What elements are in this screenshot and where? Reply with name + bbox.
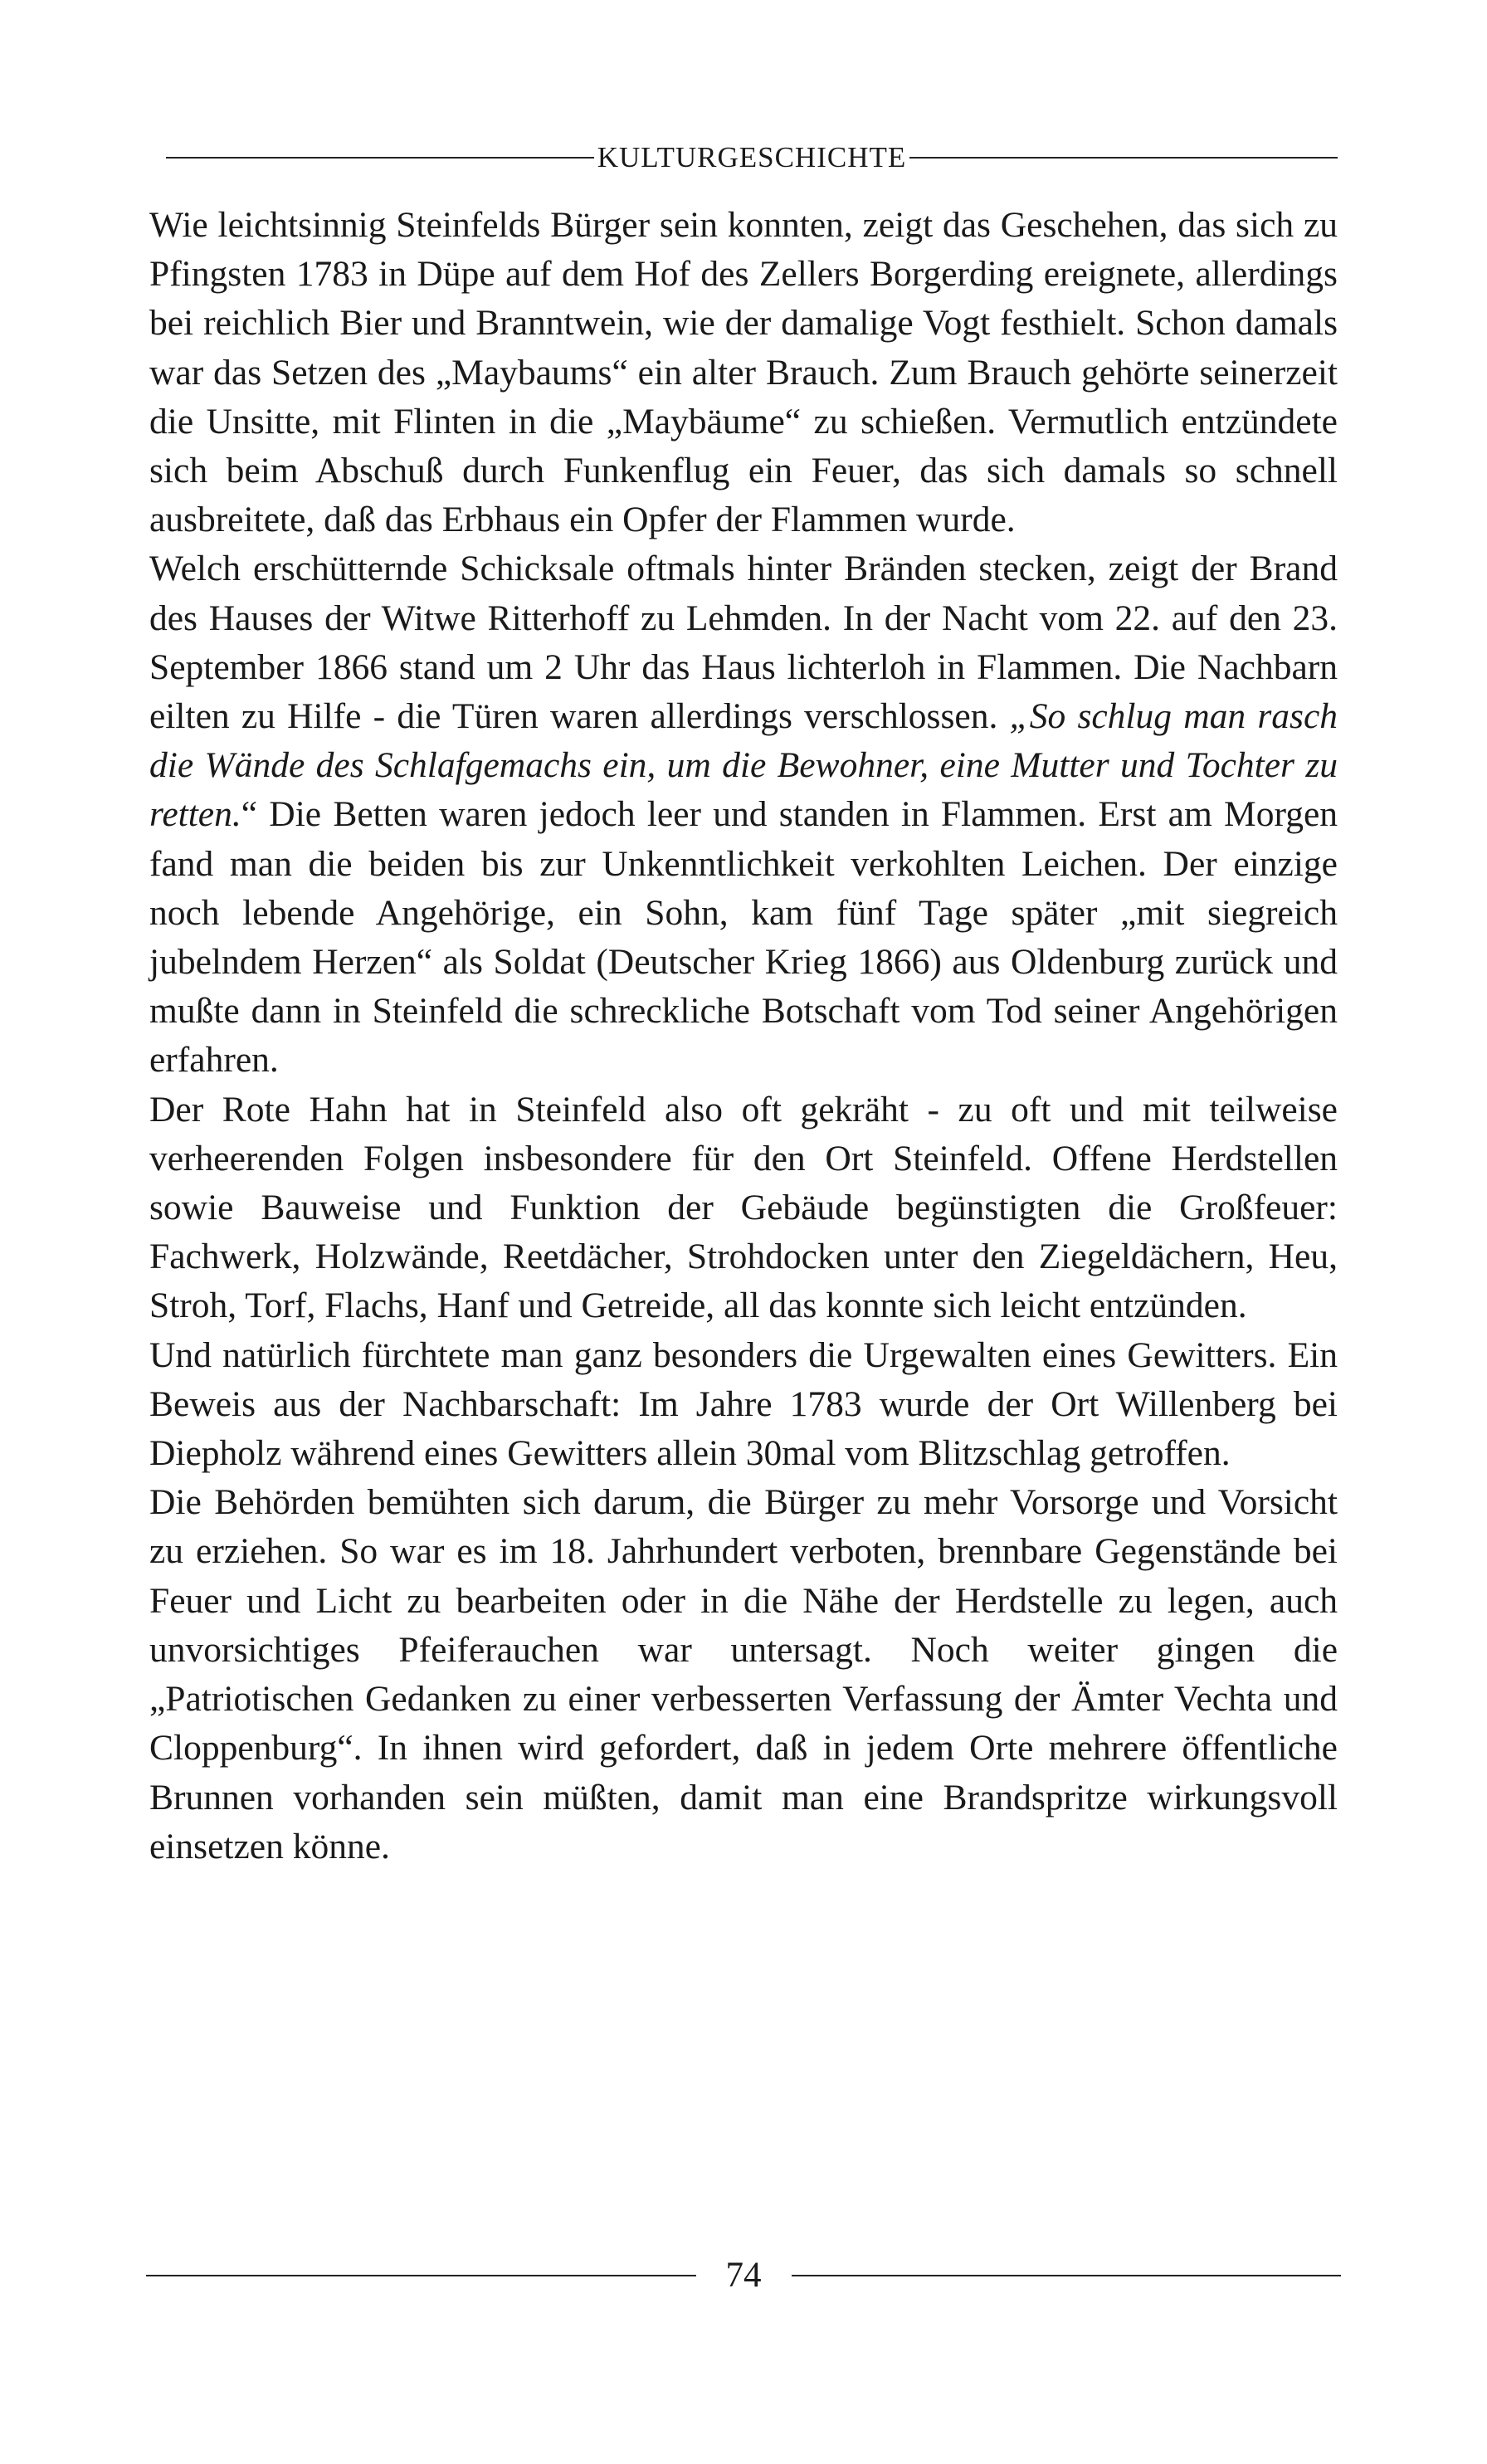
paragraph-text: Welch erschütternde Schicksale oftmals hinter Bränden stecken, zeigt der Brand des Hauses der Witwe Ritterhoff zu Lehmden. In der Nacht vom 22. auf den 23. September 1866 stand um 2 Uhr das Haus lichterloh in Flammen. Die Nachbarn eilten zu Hilfe - die Türen waren allerdings verschlossen. — [149, 549, 1338, 737]
paragraph — [149, 201, 1338, 544]
header-rule-right — [909, 157, 1338, 159]
italic-quote: „So schlug man rasch die Wände des Schlafgemachs ein, um die Bewohner, eine Mutter und Tochter zu retten. — [149, 696, 1338, 835]
paragraph-text: “ Die Betten waren jedoch leer und standen in Flammen. Erst am Morgen fand man die beiden bis zur Unkenntlichkeit verkohlten Leichen. Der einzige noch lebende Angehörige, ein Sohn, kam fünf Tage später „mit siegreich jubelndem Herzen“ als Soldat (Deutscher Krieg 1866) aus Oldenburg zurück und mußte dann in Steinfeld die schreckliche Botschaft vom Tod seiner Angehörigen erfahren. — [149, 794, 1338, 1081]
paragraph — [149, 1086, 1338, 1331]
header-title: KULTURGESCHICHTE — [597, 141, 907, 173]
paragraph — [149, 1331, 1338, 1479]
footer-rule-right — [792, 2275, 1342, 2276]
paragraph — [149, 544, 1338, 1085]
running-header — [166, 143, 1338, 172]
paragraph-text: Die Behörden bemühten sich darum, die Bürger zu mehr Vorsorge und Vorsicht zu erziehen. So war es im 18. Jahrhundert verboten, brennbare Gegenstände bei Feuer und Licht zu bearbeiten oder in die Nähe der Herdstelle zu legen, auch unvorsichtiges Pfeiferauchen war untersagt. Noch weiter gingen die „Patriotischen Gedanken zu einer verbesserten Verfassung der Ämter Vechta und Cloppenburg“. In ihnen wird gefordert, daß in jedem Orte mehrere öffentliche Brunnen vorhanden sein müßten, damit man eine Brandspritze wirkungsvoll einsetzen könne. — [149, 1482, 1338, 1866]
header-rule-left — [166, 157, 594, 159]
body-text — [149, 201, 1338, 1871]
paragraph-text: Wie leichtsinnig Steinfelds Bürger sein konnten, zeigt das Geschehen, das sich zu Pfingsten 1783 in Düpe auf dem Hof des Zellers Borgerding ereignete, allerdings bei reichlich Bier und Branntwein, wie der damalige Vogt festhielt. Schon damals war das Setzen des „Maybaums“ ein alter Brauch. Zum Brauch gehörte seinerzeit die Unsitte, mit Flinten in die „Maybäume“ zu schießen. Vermutlich entzündete sich beim Abschuß durch Funkenflug ein Feuer, das sich damals so schnell ausbreitete, daß das Erbhaus ein Opfer der Flammen wurde. — [149, 205, 1338, 540]
page-footer — [146, 2257, 1341, 2293]
paragraph-text: Der Rote Hahn hat in Steinfeld also oft gekräht - zu oft und mit teilweise verheerenden Folgen insbesondere für den Ort Steinfeld. Offene Herdstellen sowie Bauweise und Funktion der Gebäude begünstigten die Großfeuer: Fachwerk, Holzwände, Reetdächer, Strohdocken unter den Ziegeldächern, Heu, Stroh, Torf, Flachs, Hanf und Getreide, all das konnte sich leicht entzünden. — [149, 1089, 1338, 1326]
page-number: 74 — [725, 2256, 762, 2295]
paragraph — [149, 1478, 1338, 1871]
footer-rule-left — [146, 2275, 696, 2276]
paragraph-text: Und natürlich fürchtete man ganz besonders die Urgewalten eines Gewitters. Ein Beweis aus der Nachbarschaft: Im Jahre 1783 wurde der Ort Willenberg bei Diepholz während eines Gewitters allein 30mal vom Blitzschlag getroffen. — [149, 1334, 1338, 1474]
